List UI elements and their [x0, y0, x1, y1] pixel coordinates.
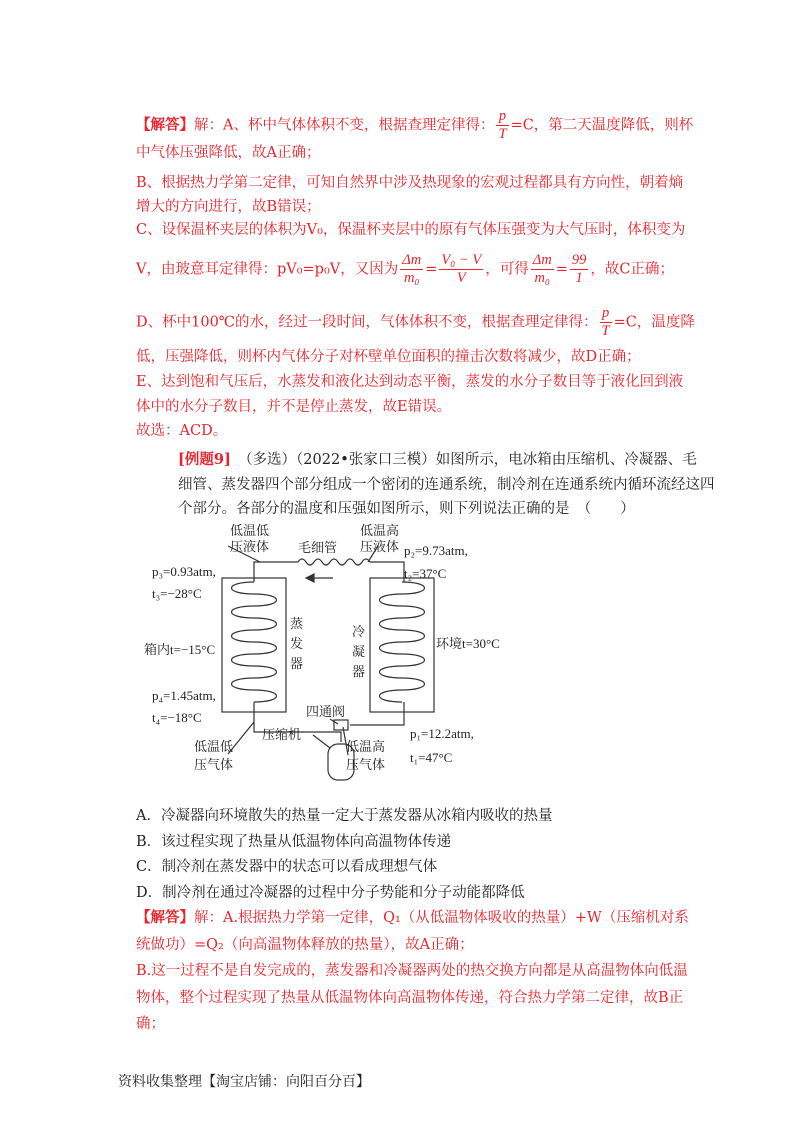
label-bottom-mid-1: 低温高	[346, 739, 386, 754]
fraction-p-over-t: $\frac{p}{T}$	[498, 108, 507, 142]
example-label: [例题9]	[178, 451, 231, 468]
answer1-line1: 【解答】解：A、杯中气体体积不变，根据查理定律得： $\frac{p}{T}$ =C，第二天温度降低，则杯	[136, 108, 694, 142]
option-b: B．该过程实现了热量从低温物体向高温物体传递	[136, 834, 452, 850]
label-top-left-2: 压液体	[230, 539, 270, 554]
answer1-line2: 中气体压强降低，故A正确；	[136, 145, 321, 161]
four-way-valve	[334, 720, 348, 730]
footer-source: 资料收集整理【淘宝店铺：向阳百分百】	[118, 1074, 370, 1090]
fraction-v0-minus-v-over-v: $\frac{\text{V₀ − V}}{V}$	[441, 252, 482, 286]
label-bottom-mid-2: 压气体	[346, 757, 386, 772]
condenser-coil	[380, 582, 425, 702]
example-line1: [例题9] （多选）（2022•张家口三模）如图所示，电冰箱由压缩机、冷凝器、毛	[178, 451, 697, 468]
label-bottom-left-2: 压气体	[194, 757, 234, 772]
evaporator-coil	[232, 582, 277, 702]
answer1-line11: 故选：ACD。	[136, 423, 228, 439]
label-env: 环境t=30°C	[436, 636, 500, 651]
answer1-line10: 体中的水分子数目，并不是停止蒸发，故E错误。	[136, 399, 452, 415]
answer2-line3: B.这一过程不是自发完成的，蒸发器和冷凝器两处的热交换方向都是从高温物体向低温	[136, 963, 688, 979]
fraction-99-over-1: $\frac{99}{1}$	[571, 252, 587, 286]
answer1-line7: D、杯中100℃的水，经过一段时间，气体体积不变，根据查理定律得： $\frac{p}{T}$ =C，温度降	[136, 305, 695, 339]
answer-tag-2: 【解答】	[136, 909, 194, 926]
refrigerator-diagram	[138, 522, 518, 784]
flow-arrow	[306, 574, 333, 582]
answer1-line8: 低，压强降低，则杯内气体分子对杯壁单位面积的撞击次数将减少，故D正确；	[136, 349, 641, 365]
answer2-line2: 统做功）=Q₂（向高温物体释放的热量），故A正确；	[136, 937, 474, 953]
label-t2: t₂=37°C	[404, 566, 447, 581]
label-evap-2: 发	[290, 636, 304, 651]
evaporator-box	[222, 578, 286, 712]
label-p4: p₄=1.45atm,	[152, 688, 216, 703]
answer2-line1: 【解答】解：A.根据热力学第一定律，Q₁（从低温物体吸收的热量）+W（压缩机对系	[136, 909, 689, 926]
answer1-line4: 增大的方向进行，故B错误；	[136, 199, 321, 215]
top-pipe	[254, 562, 298, 582]
label-compressor: 压缩机	[262, 727, 302, 742]
label-cond-2: 凝	[352, 644, 366, 659]
label-inside: 箱内t=−15°C	[144, 642, 216, 657]
label-valve: 四通阀	[306, 704, 346, 719]
label-evap-1: 蒸	[290, 616, 304, 631]
label-capillary: 毛细管	[298, 540, 338, 555]
label-p2: p₂=9.73atm,	[404, 543, 468, 558]
label-bottom-left-1: 低温低	[194, 739, 234, 754]
fraction-dm-over-m0-2: $\frac{\Delta m}{\text{m₀}}$	[532, 252, 552, 286]
answer2-line4: 物体，整个过程实现了热量从低温物体向高温物体传递，符合热力学第二定律，故B正	[136, 990, 684, 1006]
option-d: D．制冷剂在通过冷凝器的过程中分子势能和分子动能都降低	[136, 885, 525, 901]
label-t3: t₃=−28°C	[152, 586, 202, 601]
label-p1: p₁=12.2atm,	[410, 726, 474, 741]
capillary-coil	[298, 559, 370, 565]
label-t4: t₄=−18°C	[152, 710, 202, 725]
label-p3: p₃=0.93atm,	[152, 564, 216, 579]
answer1-line9: E、达到饱和气压后，水蒸发和液化达到动态平衡，蒸发的水分子数目等于液化回到液	[136, 374, 684, 390]
label-evap-3: 器	[290, 656, 304, 671]
label-t1: t₁=47°C	[410, 750, 453, 765]
label-top-right-2: 压液体	[360, 539, 400, 554]
fraction-p-over-t-2: $\frac{p}{T}$	[601, 305, 610, 339]
condenser-box	[370, 578, 434, 712]
label-cond-1: 冷	[352, 624, 366, 639]
answer2-line5: 确；	[136, 1016, 165, 1032]
answer1-line6: V，由玻意耳定律得：pV₀=p₀V，又因为 $\frac{\Delta m}{\text{m₀}}$ = $\frac{\text{V₀ − V}}{V}$ ，可得 $\frac{\Delta m}{\text{m₀}}$ = $\frac{99}{1}$ ，故C正确；	[136, 252, 674, 286]
label-cond-3: 器	[352, 664, 366, 679]
option-c: C．制冷剂在蒸发器中的状态可以看成理想气体	[136, 859, 438, 875]
answer1-line5: C、设保温杯夹层的体积为V₀，保温杯夹层中的原有气体压强变为大气压时，体积变为	[136, 222, 686, 238]
example-line2: 细管、蒸发器四个部分组成一个密闭的连通系统，制冷剂在连通系统内循环流经这四	[178, 477, 715, 493]
option-a: A．冷凝器向环境散失的热量一定大于蒸发器从冰箱内吸收的热量	[136, 808, 553, 824]
label-top-left-1: 低温低	[230, 523, 270, 538]
example-line3: 个部分。各部分的温度和压强如图所示，则下列说法正确的是 （ ）	[178, 501, 635, 517]
answer-tag: 【解答】	[136, 116, 194, 134]
answer1-line3: B、根据热力学第二定律，可知自然界中涉及热现象的宏观过程都具有方向性，朝着熵	[136, 175, 684, 191]
fraction-dm-over-m0: $\frac{\Delta m}{\text{m₀}}$	[402, 252, 422, 286]
label-top-right-1: 低温高	[360, 523, 400, 538]
